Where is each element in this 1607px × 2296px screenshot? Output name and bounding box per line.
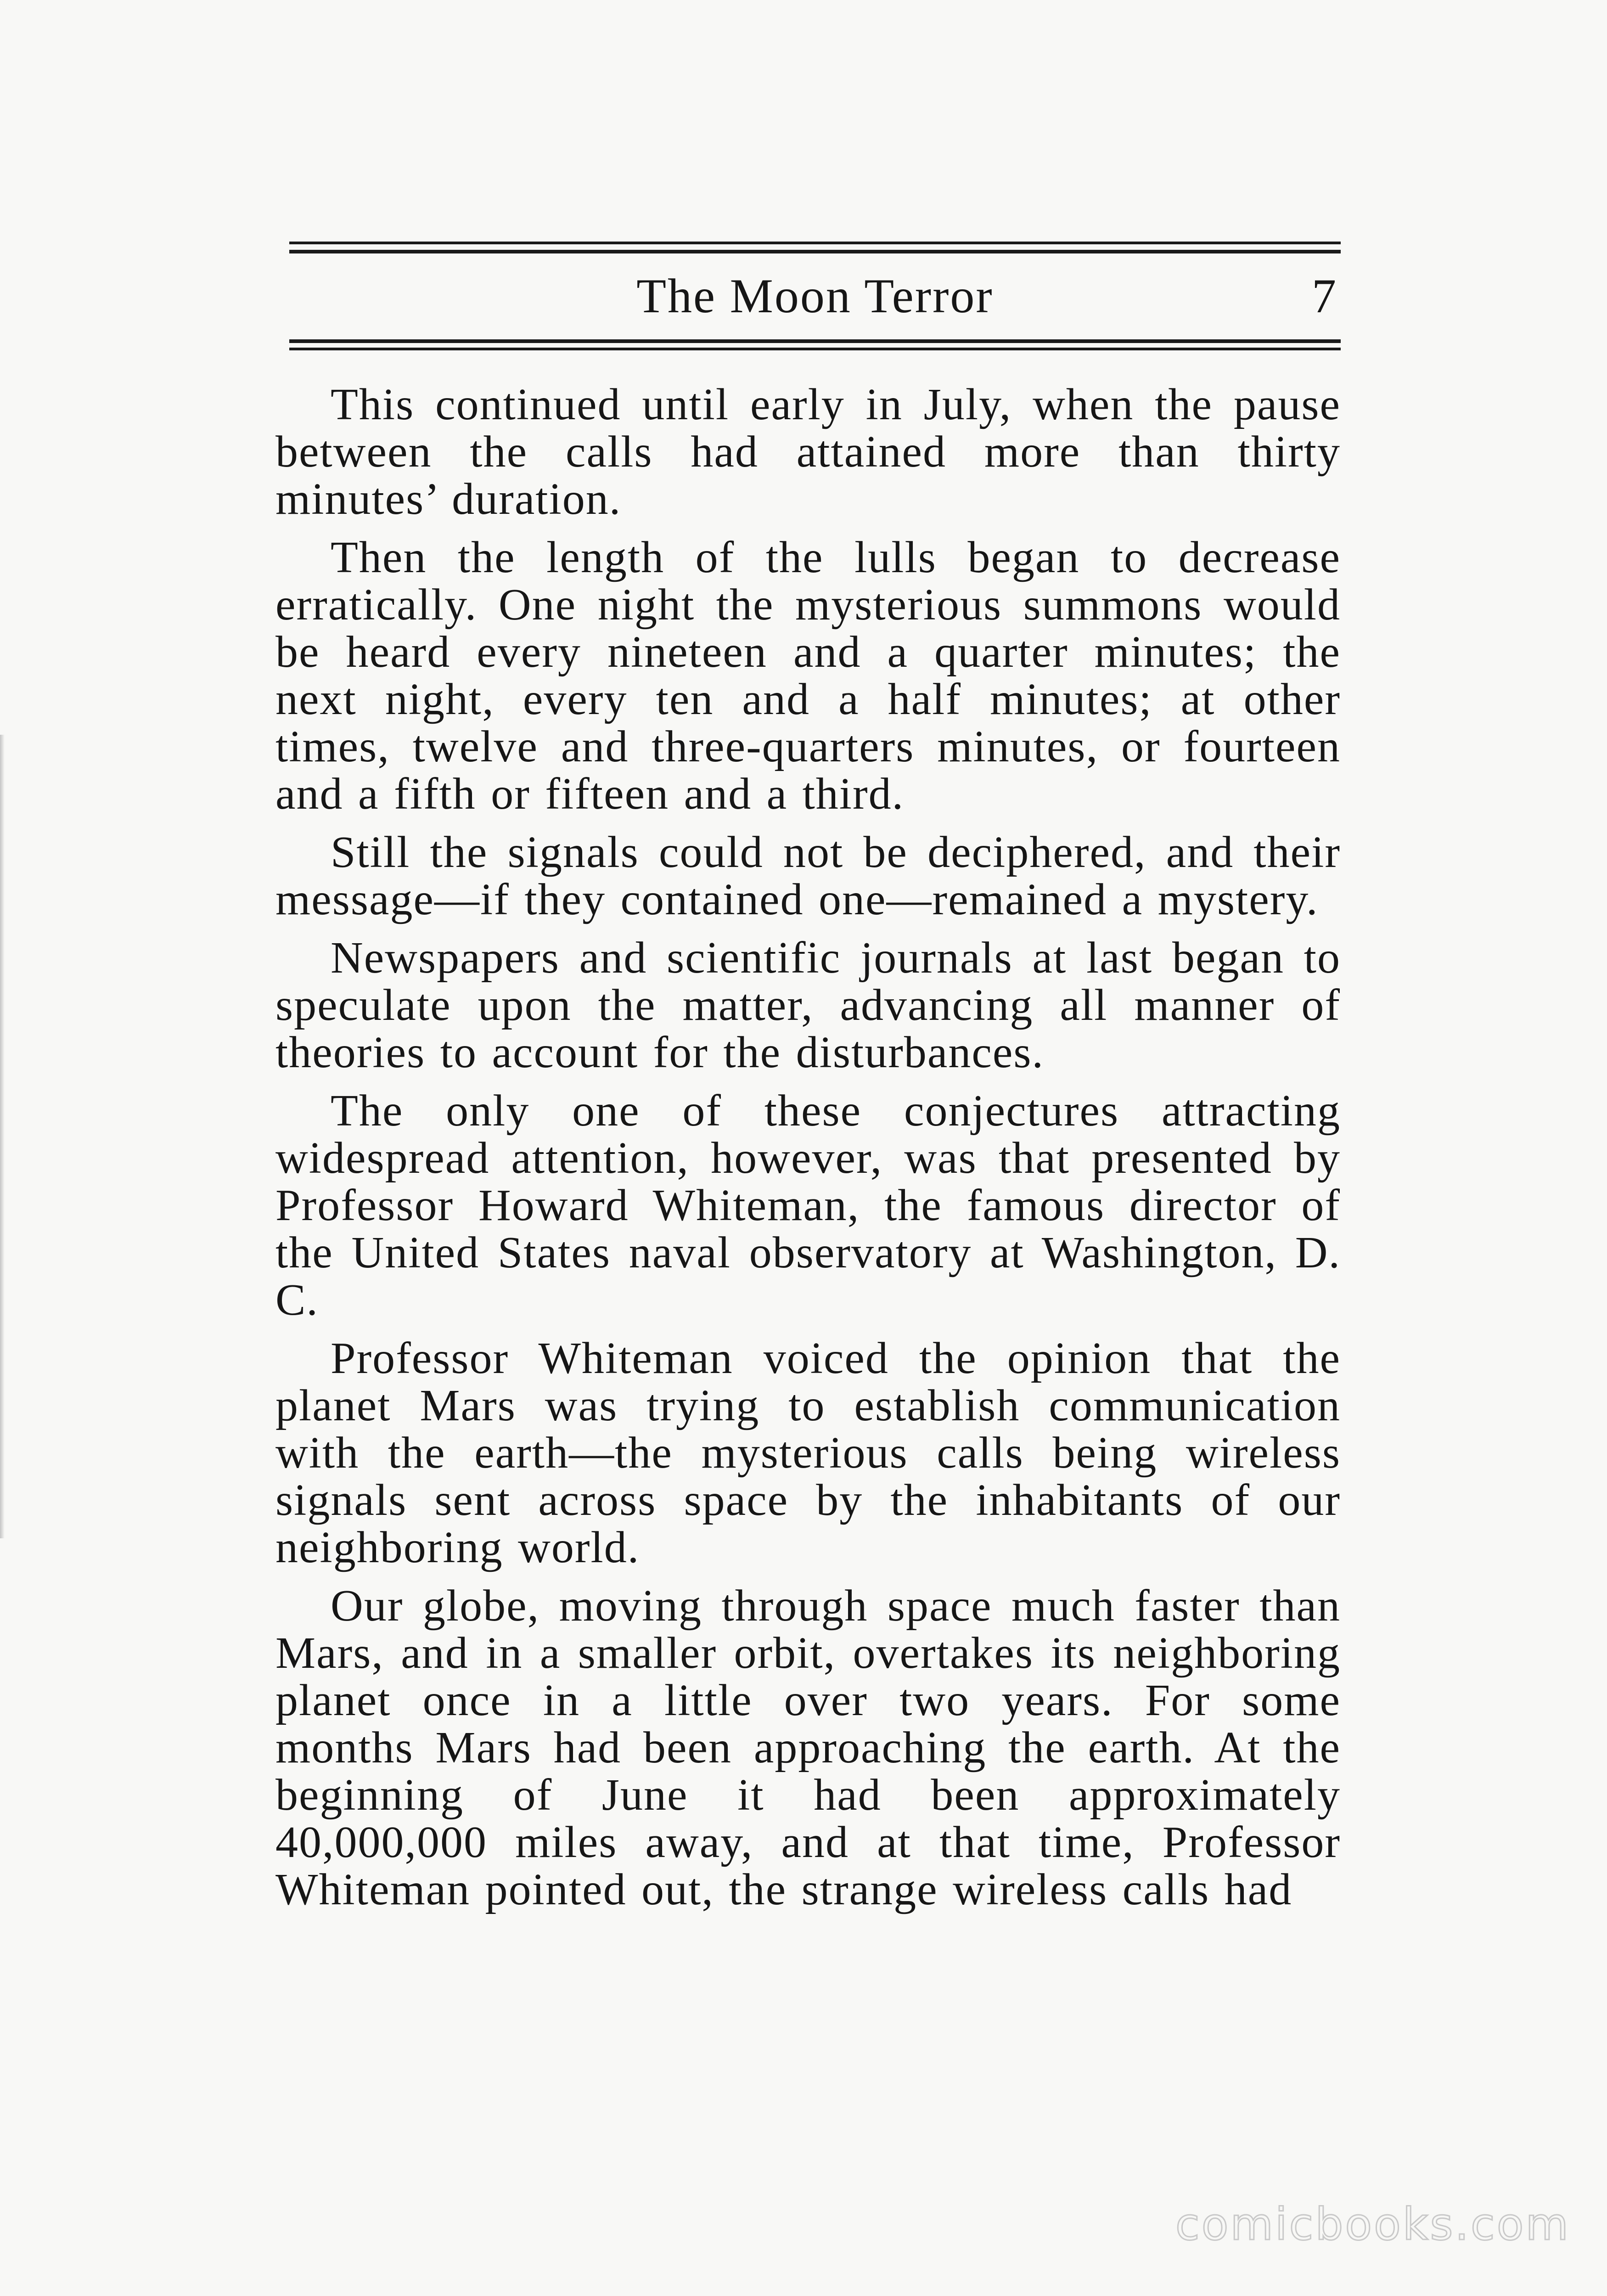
page-number: 7 xyxy=(1312,269,1336,323)
header-bottom-rule-thick xyxy=(289,339,1341,343)
paragraph: Professor Whiteman voiced the opinion that the planet Mars was trying to establish communication with the earth—the mysterious calls being wireless signals sent across space by the inhabitants of our neighboring world. xyxy=(275,1334,1341,1572)
header-bottom-rules xyxy=(289,338,1341,365)
paragraph: Newspapers and scientific journals at last began to speculate upon the matter, advancing all manner of theories to account for the disturbances. xyxy=(275,933,1341,1077)
paragraph: The only one of these conjectures attracting widespread attention, however, was that presented by Professor Howard Whiteman, the famous director of the United States naval observatory at Washington, D. C. xyxy=(275,1086,1341,1325)
running-head xyxy=(289,266,1341,326)
running-head-title: The Moon Terror xyxy=(636,269,994,323)
header-top-rules xyxy=(289,238,1341,265)
paragraph: Then the length of the lulls began to decrease erratically. One night the mysterious summons would be heard every nineteen and a quarter minutes; the next night, every ten and a half minutes; at other times, twelve and three-quarters minutes, or fourteen and a fifth or fifteen and a third. xyxy=(275,533,1341,819)
paragraph: Still the signals could not be deciphered, and their message—if they contained one—remained a mystery. xyxy=(275,827,1341,924)
binding-shadow xyxy=(0,735,5,1538)
header-top-rule-thin xyxy=(289,242,1341,244)
body-text xyxy=(275,381,1341,1925)
paragraph: Our globe, moving through space much faster than Mars, and in a smaller orbit, overtakes its neighboring planet once in a little over two years. For some months Mars had been approaching the earth. At the beginning of June it had been approximately 40,000,000 miles away, and at that time, Professor Whiteman pointed out, the strange wireless calls had xyxy=(275,1581,1341,1914)
watermark: comicbooks.com xyxy=(1175,2199,1570,2250)
header-bottom-rule-thin xyxy=(289,348,1341,350)
header-top-rule-thick xyxy=(289,250,1341,253)
paragraph: This continued until early in July, when the pause between the calls had attained more than thirty minutes’ duration. xyxy=(275,380,1341,524)
